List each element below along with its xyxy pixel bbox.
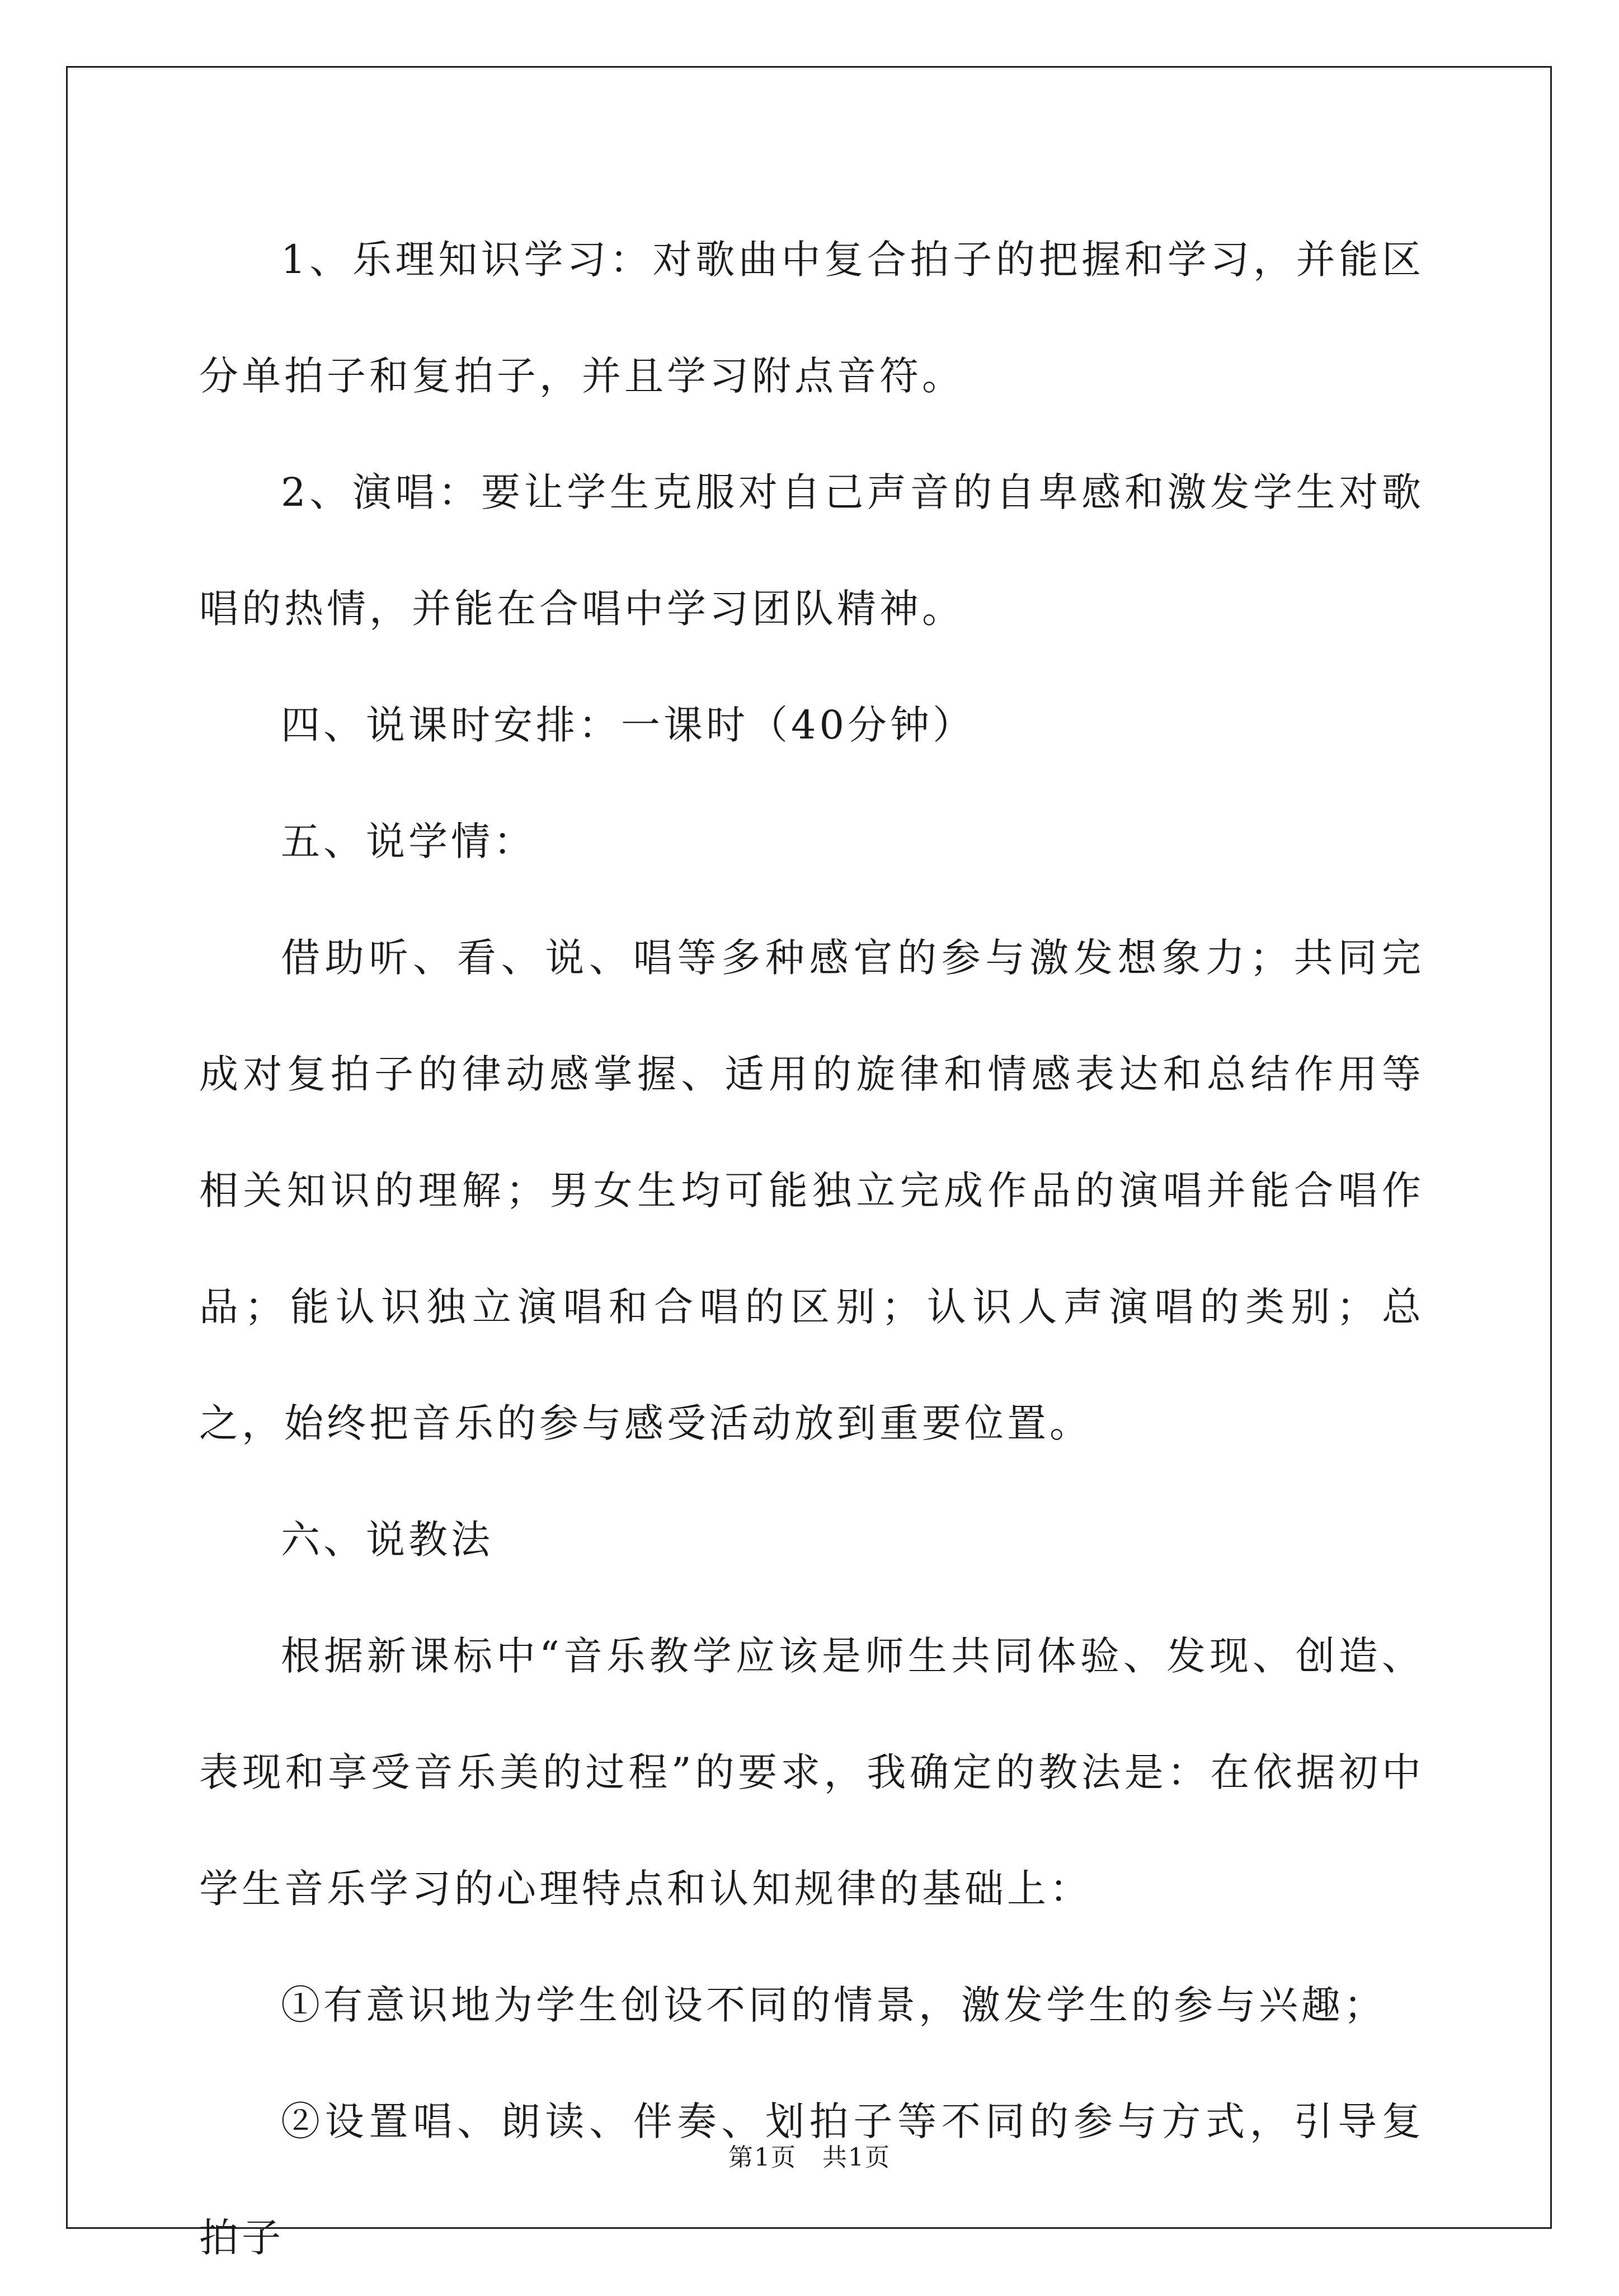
paragraph-music-theory: 1、乐理知识学习：对歌曲中复合拍子的把握和学习，并能区分单拍子和复拍子，并且学习附点音符。	[199, 237, 1424, 399]
heading-teaching-method: 六、说教法	[281, 1517, 493, 1563]
paragraph-teaching-method: 根据新课标中“音乐教学应该是师生共同体验、发现、创造、表现和享受音乐美的过程”的要求，我确定的教法是：在依据初中学生音乐学习的心理特点和认知规律的基础上：	[199, 1633, 1424, 1912]
paragraph-student-analysis: 借助听、看、说、唱等多种感官的参与激发想象力；共同完成对复拍子的律动感掌握、适用的旋律和情感表达和总结作用等相关知识的理解；男女生均可能独立完成作品的演唱并能合唱作品；能认识独立演唱和合唱的区别；认识人声演唱的类别；总之，始终把音乐的参与感受活动放到重要位置。	[199, 935, 1424, 1446]
paragraph-lesson-time: 四、说课时安排：一课时（40分钟）	[281, 702, 976, 748]
list-item-2: ②设置唱、朗读、伴奏、划拍子等不同的参与方式，引导复拍子	[199, 2099, 1424, 2261]
paragraph-singing: 2、演唱：要让学生克服对自己声音的自卑感和激发学生对歌唱的热情，并能在合唱中学习团队精神。	[199, 469, 1424, 632]
page-number-footer: 第1页 共1页	[728, 2143, 891, 2172]
list-item-1: ①有意识地为学生创设不同的情景，激发学生的参与兴趣；	[281, 1982, 1386, 2028]
document-body	[199, 201, 1424, 2296]
heading-student-analysis: 五、说学情：	[281, 818, 536, 864]
